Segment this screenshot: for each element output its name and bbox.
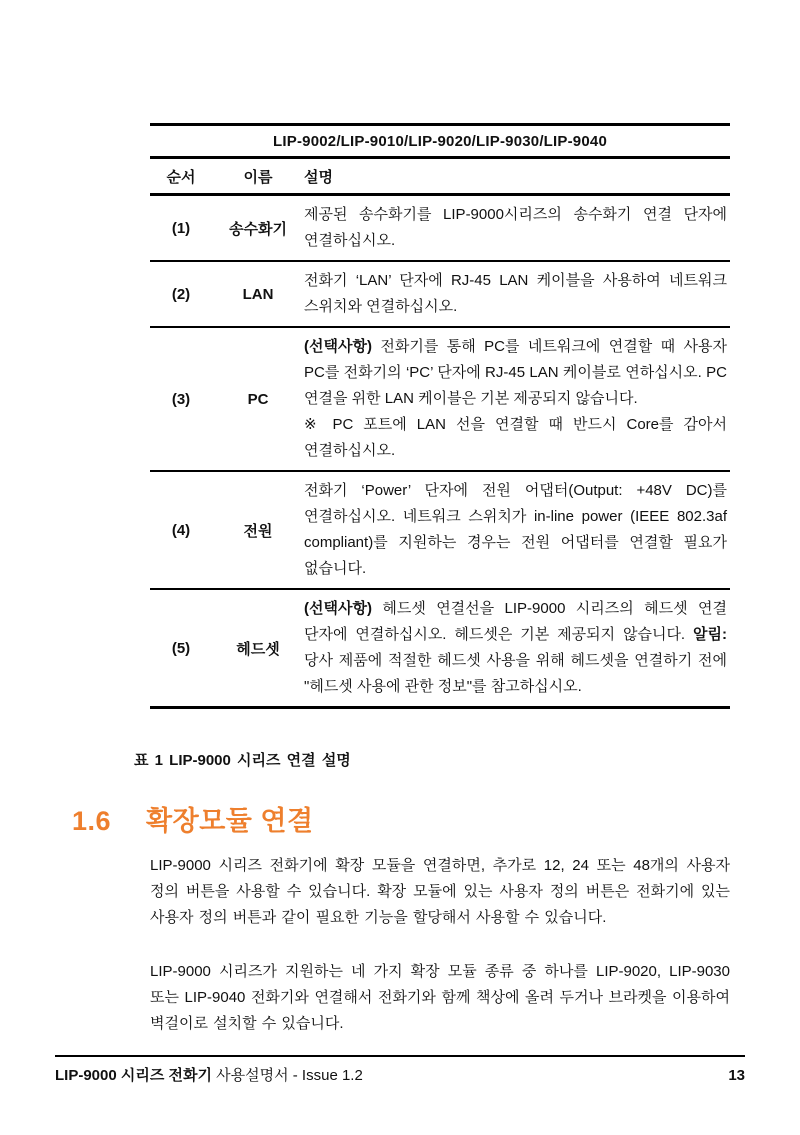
row-description: 전화기 ‘LAN’ 단자에 RJ-45 LAN 케이블을 사용하여 네트워크 스위치와 연결하십시오. (304, 272, 727, 315)
col-header-name: 이름 (212, 158, 304, 195)
connection-table-wrap (150, 123, 730, 709)
row-description: (선택사항) 전화기를 통해 PC를 네트워크에 연결할 때 사용자 PC를 전화기의 ‘PC’ 단자에 RJ-45 LAN 케이블로 연하십시오. PC 연결을 위한 LAN 케이블은 기본 제공되지 않습니다. ※ PC 포트에 LAN 선을 연결할 때 반드시 Core를 감아서 연결하십시오. (304, 338, 727, 459)
section-title: 확장모듈 연결 (146, 806, 314, 836)
row-number: (2) (171, 285, 191, 303)
body-paragraph: LIP-9000 시리즈 전화기에 확장 모듈을 연결하면, 추가로 12, 24 또는 48개의 사용자 정의 버튼을 사용할 수 있습니다. 확장 모듈에 있는 사용자 정의 버튼은 전화기에 있는 사용자 정의 버튼과 같이 필요한 기능을 할당해서 사용할 수 있습니다. (150, 857, 730, 926)
row-name: 송수화기 (229, 220, 287, 238)
row-description: 전화기 ‘Power’ 단자에 전원 어댑터(Output: +48V DC)를 연결하십시오. 네트워크 스위치가 in-line power (IEEE 802.3af compliant)를 지원하는 경우는 전원 어댑터를 연결할 필요가 없습니다. (304, 482, 727, 577)
table-title-row (150, 125, 730, 158)
row-number: (1) (171, 219, 191, 237)
table-caption: 표 1 LIP-9000 시리즈 연결 설명 (134, 752, 351, 769)
footer-document-title: LIP-9000 시리즈 전화기 사용설명서 - Issue 1.2 (55, 1067, 363, 1084)
page-number: 13 (728, 1067, 745, 1084)
table-title: LIP-9002/LIP-9010/LIP-9020/LIP-9030/LIP-9040 (150, 125, 730, 158)
table-row-lan (150, 261, 730, 327)
col-header-order: 순서 (150, 158, 212, 195)
row-description: (선택사항) 헤드셋 연결선을 LIP-9000 시리즈의 헤드셋 연결 단자에 연결하십시오. 헤드셋은 기본 제공되지 않습니다. 알림: 당사 제품에 적절한 헤드셋 사용을 위해 헤드셋을 연결하기 전에 "헤드셋 사용에 관한 정보"를 참고하십시오. (304, 600, 727, 695)
row-number: (4) (171, 521, 191, 539)
table-row-pc (150, 327, 730, 471)
row-number: (3) (171, 390, 191, 408)
table-header-row (150, 158, 730, 195)
row-name: LAN (242, 285, 274, 303)
row-description: 제공된 송수화기를 LIP-9000시리즈의 송수화기 연결 단자에 연결하십시오. (304, 206, 727, 249)
row-number: (5) (171, 639, 191, 657)
row-name: 전원 (243, 522, 273, 540)
section-number: 1.6 (72, 806, 112, 836)
row-name: 헤드셋 (236, 640, 280, 658)
row-name: PC (247, 390, 269, 408)
footer-divider (55, 1055, 745, 1057)
col-header-desc: 설명 (304, 158, 730, 195)
page-footer (55, 1064, 745, 1085)
body-paragraph: LIP-9000 시리즈가 지원하는 네 가지 확장 모듈 종류 중 하나를 LIP-9020, LIP-9030 또는 LIP-9040 전화기와 연결해서 전화기와 함께 책상에 올려 두거나 브라켓을 이용하여 벽걸이로 설치할 수 있습니다. (150, 963, 730, 1032)
table-row-handset (150, 195, 730, 262)
section-heading (72, 804, 314, 838)
table-row-headset (150, 589, 730, 708)
table-row-power (150, 471, 730, 589)
connection-table (150, 123, 730, 709)
